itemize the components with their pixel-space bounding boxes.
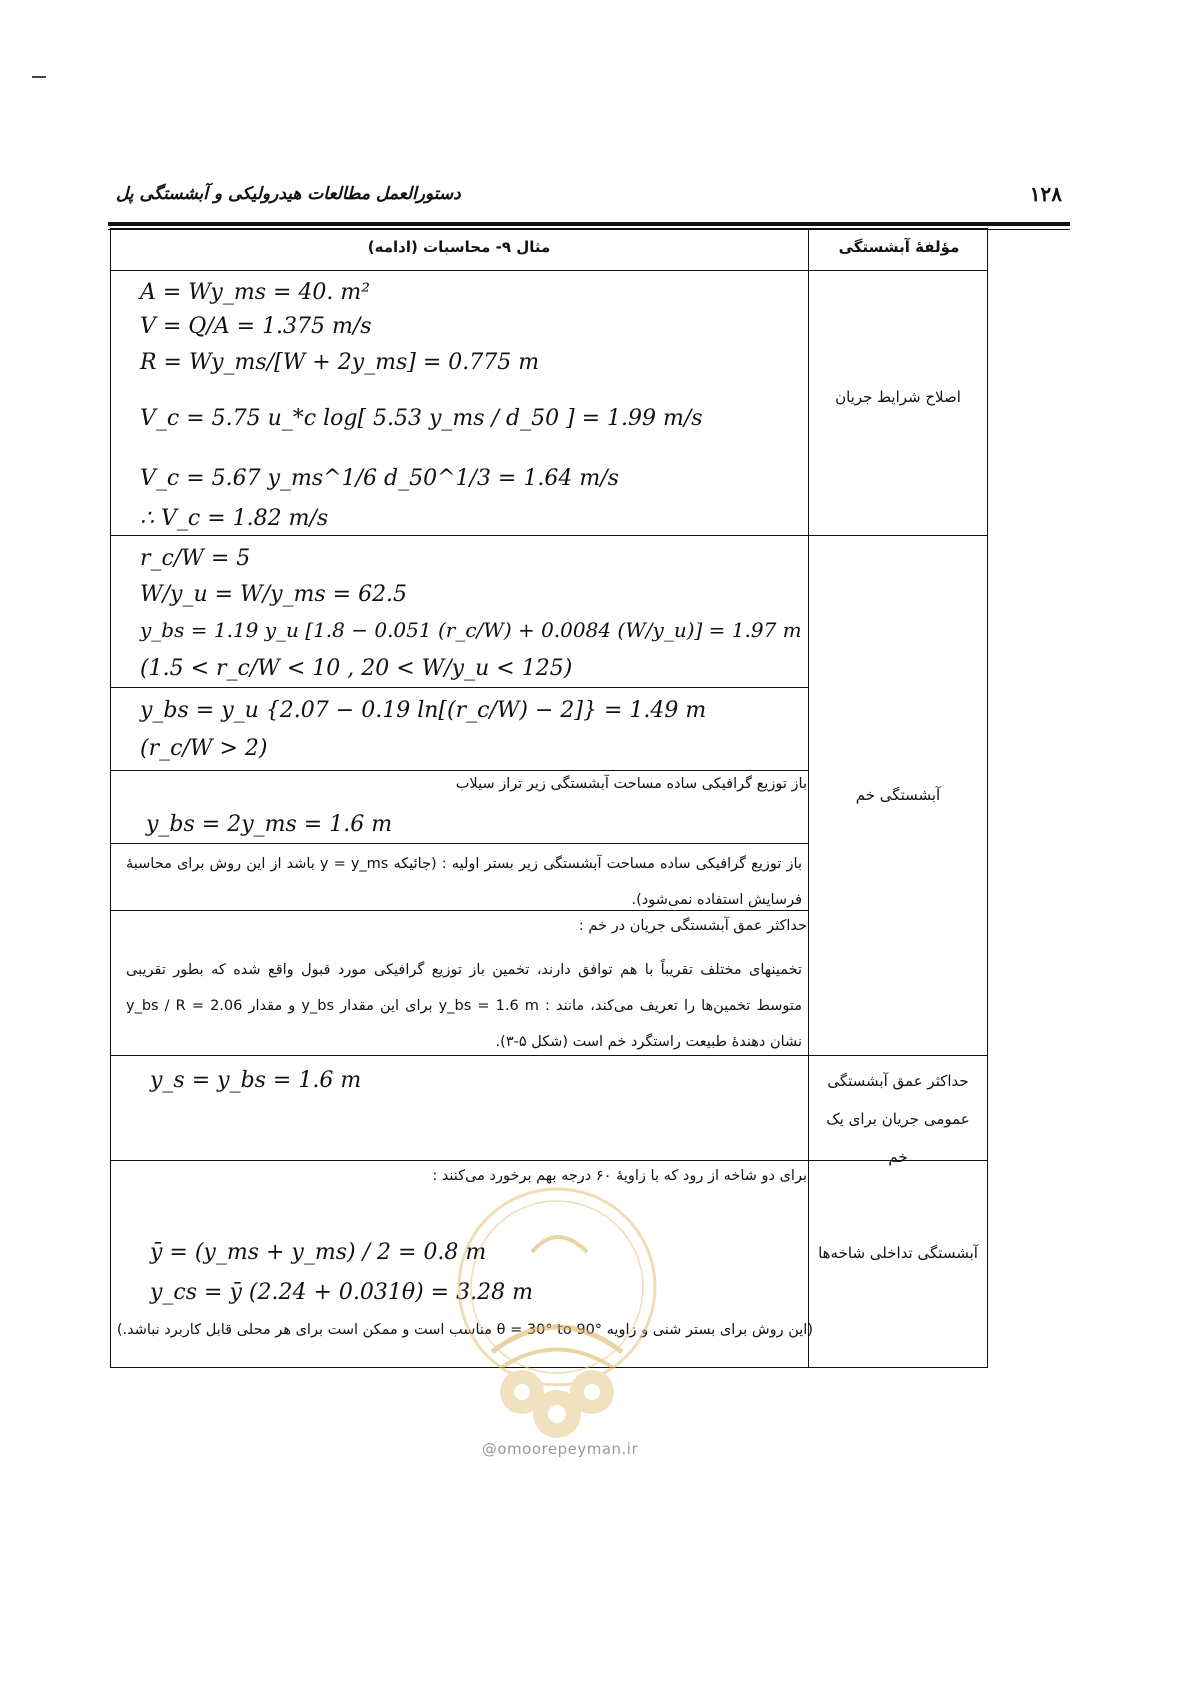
confluence-intro: برای دو شاخه از رود که با زاویهٔ ۶۰ درجه بهم برخورد می‌کنند : [432, 1168, 807, 1184]
header-row-divider [110, 270, 988, 271]
equation: ∴ V_c = 1.82 m/s [140, 506, 329, 531]
category-flow-correction: اصلاح شرایط جریان [835, 388, 961, 406]
equation: W/y_u = W/y_ms = 62.5 [140, 582, 408, 607]
block-divider [110, 843, 808, 844]
equation: y_s = y_bs = 1.6 m [150, 1068, 362, 1093]
header-rule [108, 222, 1070, 226]
column-divider [808, 228, 809, 1368]
equation: (1.5 < r_c/W < 10 , 20 < W/y_u < 125) [140, 656, 573, 681]
block-divider [110, 687, 808, 688]
running-head [108, 182, 1068, 222]
equation: ȳ = (y_ms + y_ms) / 2 = 0.8 m [150, 1240, 487, 1265]
equation: y_bs = 1.19 y_u [1.8 − 0.051 (r_c/W) + 0.0084 (W/y_u)] = 1.97 m [140, 618, 802, 642]
watermark-text: @omoorepeyman.ir [481, 1440, 639, 1458]
equation: V = Q/A = 1.375 m/s [140, 314, 372, 339]
block-divider [110, 770, 808, 771]
equation: A = Wy_ms = 40. m² [140, 280, 371, 305]
book-title: دستورالعمل مطالعات هیدرولیکی و آبشستگی پل [116, 184, 461, 204]
bend-max-depth-title: حداکثر عمق آبشستگی جریان در خم : [578, 918, 807, 934]
equation: y_bs = 2y_ms = 1.6 m [146, 812, 393, 837]
category-confluence-scour: آبشستگی تداخلی شاخه‌ها [818, 1244, 978, 1262]
equation: V_c = 5.75 u_*c log[ 5.53 y_ms / d_50 ] = 1.99 m/s [140, 406, 703, 431]
bend-text-redistribution-bed: باز توزیع گرافیکی ساده مساحت آبشستگی زیر بستر اولیه : (جائیکه y = y_ms باشد از این روش برای محاسبهٔ فرسایش استفاده نمی‌شود). [126, 856, 803, 908]
equation: y_bs = y_u {2.07 − 0.19 ln[(r_c/W) − 2]} = 1.49 m [140, 698, 707, 723]
confluence-note: (این روش برای بستر شنی و زاویه θ = 30° to 90° مناسب است و ممکن است برای هر محلی قابل کاربرد نباشد.) [116, 1322, 813, 1338]
equation: R = Wy_ms/[W + 2y_ms] = 0.775 m [140, 350, 540, 375]
header-example: مثال ۹- محاسبات (ادامه) [367, 238, 551, 256]
page-number: ۱۲۸ [1029, 182, 1062, 206]
header-component: مؤلفهٔ آبشستگی [838, 238, 960, 256]
category-general-scour-bend: حداکثر عمق آبشستگی عمومی جریان برای یک خم [826, 1072, 970, 1166]
equation: (r_c/W > 2) [140, 736, 268, 761]
equation: V_c = 5.67 y_ms^1/6 d_50^1/3 = 1.64 m/s [140, 466, 619, 491]
row-divider [110, 535, 988, 536]
equation: r_c/W = 5 [140, 546, 251, 571]
bend-max-depth-text: تخمینهای مختلف تقریباً با هم توافق دارند، تخمین باز توزیع گرافیکی مورد قبول واقع شده که بطور تقریبی متوسط تخمین‌ها را تعریف می‌کند، مانند : y_bs = 1.6 m برای این مقدار y_bs و مقدار y_bs / R = 2.06 نشان دهندهٔ طبیعت راستگرد خم است (شکل ۵-۳). [126, 962, 802, 1050]
margin-dash [32, 76, 46, 78]
bend-text-redistribution-flood: باز توزیع گرافیکی ساده مساحت آبشستگی زیر تراز سیلاب [455, 776, 807, 792]
equation: y_cs = ȳ (2.24 + 0.031θ) = 3.28 m [150, 1280, 533, 1305]
category-bend-scour: آبشستگی خم [855, 786, 941, 804]
